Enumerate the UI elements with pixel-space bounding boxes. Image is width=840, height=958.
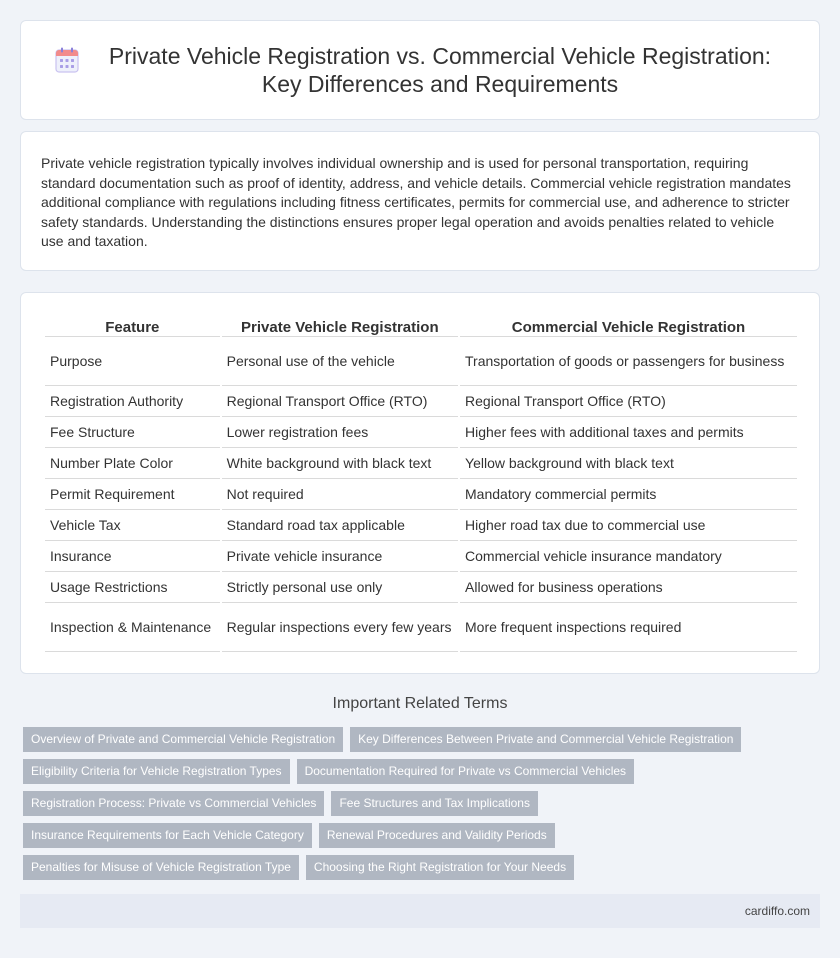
table-cell: Allowed for business operations [460,572,797,603]
table-row [45,337,797,386]
calendar-icon [55,47,79,73]
table-cell: Vehicle Tax [45,510,220,541]
table-row [45,448,797,479]
table-cell: Transportation of goods or passengers for business [460,337,797,386]
comparison-table-card [20,292,820,674]
related-term-tag[interactable]: Eligibility Criteria for Vehicle Registration Types [23,759,290,784]
table-cell: Regional Transport Office (RTO) [222,386,458,417]
table-cell: Fee Structure [45,417,220,448]
related-term-tag[interactable]: Overview of Private and Commercial Vehicle Registration [23,727,343,752]
related-term-tag[interactable]: Fee Structures and Tax Implications [331,791,538,816]
table-cell: Commercial vehicle insurance mandatory [460,541,797,572]
related-term-tag[interactable]: Choosing the Right Registration for Your Needs [306,855,574,880]
table-cell: Purpose [45,337,220,386]
related-term-tag[interactable]: Renewal Procedures and Validity Periods [319,823,555,848]
page-title: Private Vehicle Registration vs. Commercial Vehicle Registration: Key Differences and Requirements [108,43,772,97]
related-term-tag[interactable]: Key Differences Between Private and Commercial Vehicle Registration [350,727,741,752]
table-cell: Standard road tax applicable [222,510,458,541]
table-cell: Lower registration fees [222,417,458,448]
column-header-commercial: Commercial Vehicle Registration [460,315,797,337]
table-row [45,417,797,448]
table-cell: More frequent inspections required [460,603,797,652]
table-cell: Permit Requirement [45,479,220,510]
related-terms-title: Important Related Terms [332,695,508,712]
table-cell: Insurance [45,541,220,572]
table-cell: Personal use of the vehicle [222,337,458,386]
table-row [45,510,797,541]
table-cell: Not required [222,479,458,510]
column-header-private: Private Vehicle Registration [222,315,458,337]
table-cell: Strictly personal use only [222,572,458,603]
related-term-tag[interactable]: Penalties for Misuse of Vehicle Registration Type [23,855,299,880]
table-cell: Private vehicle insurance [222,541,458,572]
table-cell: Registration Authority [45,386,220,417]
table-cell: Regional Transport Office (RTO) [460,386,797,417]
table-cell: Inspection & Maintenance [45,603,220,652]
table-row [45,541,797,572]
related-term-tag[interactable]: Insurance Requirements for Each Vehicle Category [23,823,312,848]
table-cell: White background with black text [222,448,458,479]
footer [20,894,820,928]
table-cell: Higher road tax due to commercial use [460,510,797,541]
header-card [20,20,820,120]
table-row [45,386,797,417]
table-cell: Higher fees with additional taxes and permits [460,417,797,448]
table-cell: Regular inspections every few years [222,603,458,652]
table-header-row [45,315,797,337]
table-cell: Mandatory commercial permits [460,479,797,510]
table-cell: Usage Restrictions [45,572,220,603]
intro-text: Private vehicle registration typically involves individual ownership and is used for personal transportation, requiring standard documentation such as proof of identity, address, and vehicle details. Commercial vehicle registration mandates additional compliance with regulations including fitness certificates, permits for commercial use, and adherence to stricter safety standards. Understanding the distinctions ensures proper legal operation and avoids penalties related to vehicle use and taxation. [41,155,791,250]
related-terms-list [23,727,823,887]
related-term-tag[interactable]: Documentation Required for Private vs Commercial Vehicles [297,759,634,784]
table-cell: Number Plate Color [45,448,220,479]
intro-card [20,131,820,271]
table-row [45,479,797,510]
footer-site-link[interactable]: cardiffo.com [744,904,810,918]
table-row [45,603,797,652]
table-row [45,572,797,603]
column-header-feature: Feature [45,315,220,337]
related-term-tag[interactable]: Registration Process: Private vs Commercial Vehicles [23,791,324,816]
comparison-table [43,315,799,652]
table-cell: Yellow background with black text [460,448,797,479]
